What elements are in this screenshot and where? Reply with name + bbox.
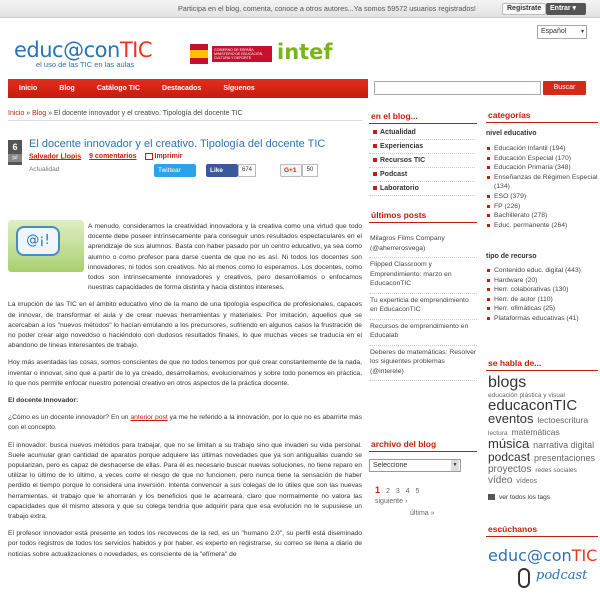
last-arrow: » xyxy=(430,510,435,517)
bullet-icon xyxy=(373,186,377,190)
tipo-heading: tipo de recurso xyxy=(486,253,537,260)
twitter-label: Twittear xyxy=(158,167,181,174)
post-link[interactable]: Flipped Classroom y Emprendimiento: marzo en EducaconTIC xyxy=(369,258,477,294)
nav-item-siguenos[interactable]: Síguenos xyxy=(223,85,255,92)
subheading: El docente Innovador: xyxy=(8,397,79,405)
paragraph: Hoy más asentadas las cosas, somos conscientes de que no todos tenemos por qué crear constantemente de la nada, inventar o innovar, sino que a partir de lo ya creado, desarrollamos, evolucionamos y sobre todo ponemos en práctica, lo que nos permite enfocar nuestro potencial creativo en otros aspectos de la práctica docente. xyxy=(8,359,362,387)
list-item-label: Recursos TIC xyxy=(380,157,426,164)
last-link: última xyxy=(410,510,429,517)
category-link[interactable]: Educación Primaria (348) xyxy=(486,163,598,173)
gplus-button[interactable]: G+1 xyxy=(280,164,302,177)
facebook-like-button[interactable] xyxy=(206,164,238,177)
chevron-down-icon: ▼ xyxy=(451,460,459,471)
nav-item-inicio[interactable]: Inicio xyxy=(19,85,38,92)
archive-select-value: Seleccione xyxy=(373,462,408,469)
tag-link[interactable]: narrativa digital xyxy=(533,440,595,450)
category-link[interactable]: FP (226) xyxy=(486,202,598,212)
category-link[interactable]: Herr. colaborativas (130) xyxy=(486,285,598,295)
category-link[interactable]: Contenido educ. digital (443) xyxy=(486,266,598,276)
tag-link[interactable]: eventos xyxy=(488,411,534,426)
page-link[interactable]: 3 xyxy=(395,488,400,495)
tag-link[interactable]: proyectos xyxy=(488,464,532,475)
archive-select[interactable] xyxy=(369,459,461,472)
tag-link[interactable]: presentaciones xyxy=(533,453,596,463)
breadcrumb-sep: » xyxy=(46,110,54,117)
category-link[interactable]: Herr. de autor (110) xyxy=(486,295,598,305)
twitter-button[interactable] xyxy=(154,164,196,177)
blog-sections xyxy=(369,126,475,196)
print-label: Imprimir xyxy=(154,153,183,161)
tag-link[interactable]: redes sociales xyxy=(535,467,577,474)
list-item[interactable] xyxy=(369,126,475,140)
category-link[interactable]: Bachillerato (278) xyxy=(486,211,598,221)
categorias-heading: categorías xyxy=(488,110,531,120)
bullet-icon xyxy=(373,158,377,162)
post-link[interactable]: Deberes de matemáticas: Resolver los siguientes problemas (@interele) xyxy=(369,346,477,382)
logo-main: educ@con xyxy=(14,38,120,62)
breadcrumb-current: El docente innovador y el creativo. Tipología del docente TIC xyxy=(53,110,243,117)
article-title[interactable]: El docente innovador y el creativo. Tipología del docente TIC xyxy=(29,138,326,150)
post-link[interactable]: Recursos de emprendimiento en Educalab xyxy=(369,320,477,346)
breadcrumb-sep: » xyxy=(24,110,33,117)
breadcrumb xyxy=(8,110,243,117)
pagination xyxy=(375,485,423,495)
post-link[interactable]: Milagros Films Company (@aherrerosvega) xyxy=(369,232,477,258)
author-link[interactable]: Salvador Llopis xyxy=(29,153,82,161)
tag-link[interactable]: podcast xyxy=(488,450,531,464)
bullet-icon xyxy=(373,172,377,176)
next-arrow: › xyxy=(404,498,408,505)
all-tags-link[interactable] xyxy=(488,494,550,501)
divider xyxy=(486,122,598,123)
all-tags-label: ver todos los tags xyxy=(499,494,550,501)
paragraph xyxy=(8,413,362,433)
date-badge xyxy=(8,140,22,165)
recent-posts xyxy=(369,232,477,381)
category-link[interactable]: Enseñanzas de Régimen Especial (134) xyxy=(486,173,598,192)
category-link[interactable]: Herr. ofimáticas (25) xyxy=(486,304,598,314)
paragraph: El innovador: busca nuevos métodos para trabajar, que no se limitan a su trabajo sino que invaden su vida personal. Suele acumular gran cantidad de aparatos porque adquiere las últimas novedades que ya son antiguallas cuando se popularizan, pero es capaz de deshacerse de ellas. Para él es necesario buscar nuevas soluciones, no tiene reparo en utilizar lo último de lo último, a veces corre el riesgo de que no funcionen, pero nunca tiene la sensación de haber perdido el tiempo porque lo considera una inversión. Intenta convencer a sus colegas de lo útiles que son las nuevas herramientas, el trabajo que le ahorrarán y los beneficios que le acarreará, claro que normalmente no valora las capacidades que él mismo atesora y que su colega tendría que adquirir para que esa evolución no le supusiese un trabajo extra. xyxy=(8,441,362,521)
article-category[interactable]: Actualidad xyxy=(29,166,60,173)
page-link[interactable]: 5 xyxy=(415,488,420,495)
divider xyxy=(369,222,477,223)
tag-link[interactable]: lectura xyxy=(488,430,508,437)
paragraph: El profesor innovador está presente en todos los recovecos de la red, es un "humano 2.0", su perfil está diseminado por todos registros de todos los servicios habidos y por haber, es experto en registrarse, su correo se llena a diario de noticias sobre actualizaciones o novedades, es consciente de la "efímera" de xyxy=(8,530,362,558)
date-day: 6 xyxy=(12,142,18,152)
pagination-last[interactable] xyxy=(410,510,435,517)
article-meta xyxy=(29,153,183,160)
category-link[interactable]: Hardware (20) xyxy=(486,276,598,286)
register-button[interactable]: Registrate xyxy=(502,3,546,15)
podcast-logo[interactable] xyxy=(488,546,596,600)
like-label: Like xyxy=(210,167,224,174)
logo-accent: TIC xyxy=(119,38,152,62)
spain-flag-icon xyxy=(190,44,208,64)
microphone-icon xyxy=(518,568,530,588)
nivel-list xyxy=(486,144,598,230)
list-item[interactable] xyxy=(369,140,475,154)
comments-link[interactable]: 9 comentarios xyxy=(89,153,137,161)
podcast-logo-accent: TIC xyxy=(571,546,598,565)
right-sidebar xyxy=(486,0,598,600)
nivel-heading: nivel educativo xyxy=(486,130,537,137)
archivo-heading: archivo del blog xyxy=(371,439,437,449)
login-button[interactable]: Entrar ▾ xyxy=(546,3,586,15)
tag-link[interactable]: educación plástica y visual xyxy=(488,392,565,399)
nav-item-destacados[interactable]: Destacados xyxy=(162,85,202,92)
paragraph: A menudo, consideramos la creatividad innovadora y la creativa como una virtud que todo docente debe poseer intrínsecamente para conseguir unos resultados espectaculares en el aprendizaje de sus alumnos. Basta con haber pasado por un centro educativo, ya sea como alumno o como profesor para darse cuenta de que no es así. Ni todos los docentes son innovadores, ni todos son creativos. No al menos como lo esperamos. Los docentes, como todos son intrínsecamente innovadores y creativos, pero desarrollamos o enfocamos nuestras capacidades de forma distinta y hacia distintos intereses. xyxy=(88,223,362,292)
tags-icon xyxy=(488,494,495,500)
site-logo[interactable] xyxy=(14,38,152,78)
tag-link[interactable]: vídeos xyxy=(516,478,538,485)
tipo-list xyxy=(486,266,598,324)
text: ¿Cómo es un docente innovador? En un xyxy=(8,414,131,422)
podcast-logo-main: educ@con xyxy=(488,546,572,565)
list-item[interactable] xyxy=(369,182,475,196)
divider xyxy=(8,120,363,121)
like-count: 674 xyxy=(238,164,256,177)
post-link[interactable]: Tu experticia de emprendimiento en EducaconTIC xyxy=(369,294,477,320)
anterior-post-link[interactable]: anterior post xyxy=(130,414,168,422)
date-month: jul xyxy=(8,154,22,162)
article-body xyxy=(8,222,362,567)
print-button[interactable] xyxy=(145,153,183,160)
ultimos-heading: últimos posts xyxy=(371,210,427,220)
category-link[interactable]: Educ. permanente (264) xyxy=(486,221,598,231)
category-link[interactable]: Educación Especial (170) xyxy=(486,154,598,164)
speech-bubble-icon: @¡! xyxy=(16,226,60,256)
list-item-label: Podcast xyxy=(380,171,408,178)
page-link[interactable]: 4 xyxy=(405,488,410,495)
list-item[interactable] xyxy=(369,168,475,182)
chevron-down-icon: ▾ xyxy=(580,29,584,35)
nav-item-catalogo[interactable]: Catálogo TIC xyxy=(96,85,141,92)
divider xyxy=(486,370,598,371)
list-item[interactable] xyxy=(369,154,475,168)
next-link: siguiente xyxy=(375,498,404,505)
divider xyxy=(369,123,477,124)
sehabla-heading: se habla de... xyxy=(488,358,542,368)
intef-logo[interactable]: intef xyxy=(277,40,333,64)
tag-link[interactable]: vídeo xyxy=(488,475,513,486)
tag-cloud xyxy=(488,374,598,487)
search-button[interactable]: Buscar xyxy=(543,81,586,95)
page-current: 1 xyxy=(375,485,381,495)
main-nav xyxy=(8,79,368,98)
list-item-label: Actualidad xyxy=(380,129,416,136)
escuchanos-heading: escúchanos xyxy=(488,524,538,534)
welcome-message: Participa en el blog, comenta, conoce a otros autores...Ya somos 59572 usuarios registrados! xyxy=(178,4,476,13)
nav-item-blog[interactable]: Blog xyxy=(59,85,75,92)
list-item-label: Laboratorio xyxy=(380,185,419,192)
logo-tagline: el uso de las TIC en las aulas xyxy=(36,60,135,69)
podcast-word: podcast xyxy=(536,568,588,583)
divider xyxy=(369,451,477,452)
tag-link[interactable]: blogs xyxy=(488,374,527,391)
list-item-label: Experiencias xyxy=(380,143,424,150)
ministry-logo[interactable] xyxy=(190,44,274,64)
paragraph: La irrupción de las TIC en el ámbito educativo vino de la mano de una tipología específica de profesionales, capaces de innovar, de transformar el aula y de crear nuevas herramientas y materiales. Por imitación, aquellos que se acercaban a los "nuevos métodos" lo hacían emulando a los precursores, sufriendo en algunos casos la frustración de no poder crear algo novedoso o haciéndolo con dudosos resultados finales, lo que muchas veces se traducía en el abandono de líneas interesantes de trabajo. xyxy=(8,301,362,350)
ministry-text: GOBIERNO DE ESPAÑA MINISTERIO DE EDUCACIÓN, CULTURA Y DEPORTE xyxy=(212,46,272,62)
category-link[interactable]: Educación Infantil (194) xyxy=(486,144,598,154)
tag-link[interactable]: educaconTIC xyxy=(488,397,578,414)
bullet-icon xyxy=(373,144,377,148)
page-link[interactable]: 2 xyxy=(385,488,390,495)
breadcrumb-blog[interactable]: Blog xyxy=(32,110,47,117)
tag-link[interactable]: matemáticas xyxy=(511,427,560,437)
printer-icon xyxy=(145,153,153,160)
gplus-count: 50 xyxy=(302,164,318,177)
middle-sidebar xyxy=(369,0,481,600)
category-link[interactable]: Plataformas educativas (41) xyxy=(486,314,598,324)
text: ya me he referido a la innovación, por lo que no es abarrirte más con el concepto. xyxy=(8,414,362,432)
divider xyxy=(486,536,598,537)
pagination-next[interactable] xyxy=(375,498,407,505)
enelblog-heading: en el blog... xyxy=(371,111,418,121)
tag-link[interactable]: música xyxy=(488,436,530,451)
language-value: Español xyxy=(541,28,567,35)
bullet-icon xyxy=(373,130,377,134)
tag-link[interactable]: lectoescritura xyxy=(537,415,589,425)
category-link[interactable]: ESO (379) xyxy=(486,192,598,202)
breadcrumb-home[interactable]: Inicio xyxy=(8,110,25,117)
